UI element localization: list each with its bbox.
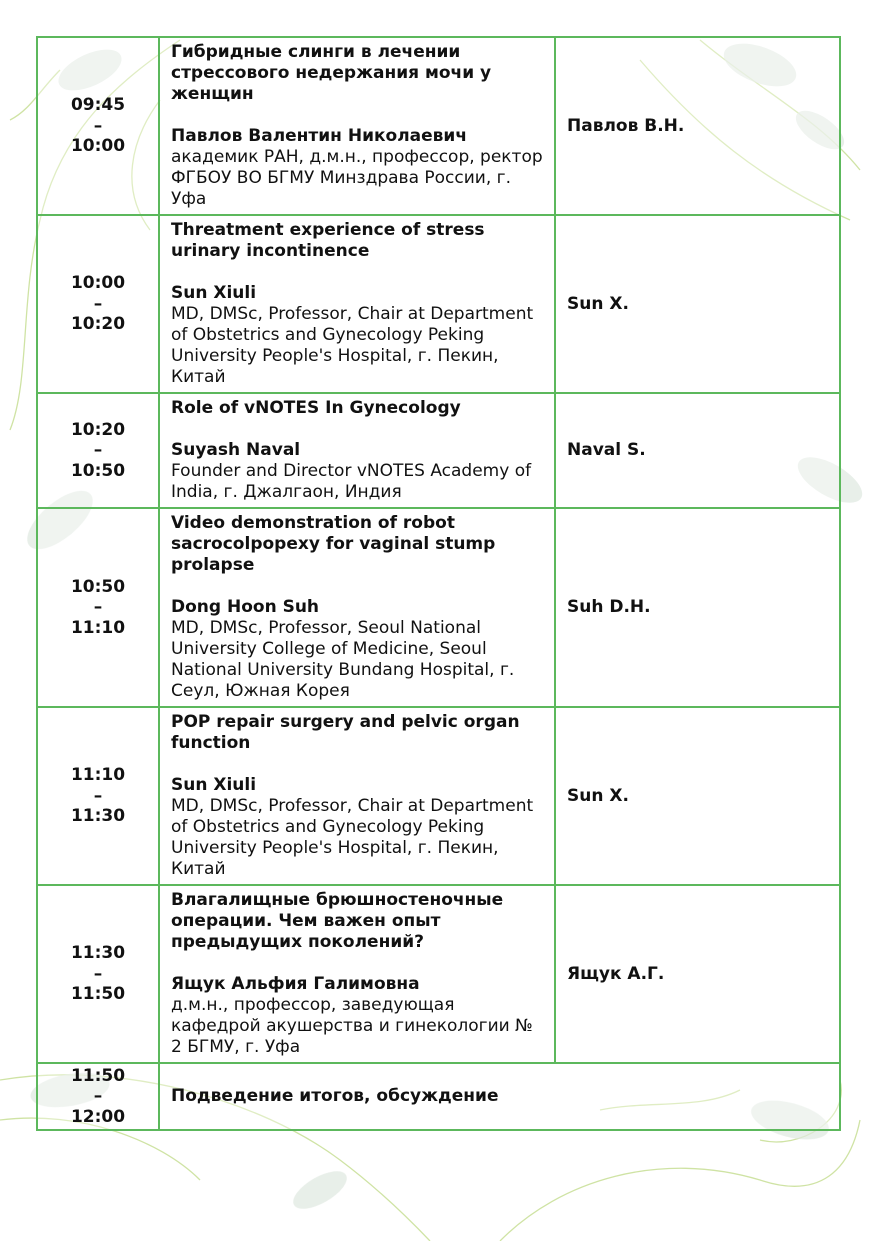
session-row [37,885,840,1063]
moderator-cell: Sun X. [555,215,840,393]
talk-cell [159,508,555,707]
talk-cell [159,707,555,885]
time-dash: – [93,115,103,136]
speaker-affiliation: д.м.н., профессор, заведующая кафедрой акушерства и гинекологии № 2 БГМУ, г. Уфа [171,995,533,1057]
talk-title: POP repair surgery and pelvic organ function [171,712,520,753]
session-row [37,508,840,707]
talk-cell [159,885,555,1063]
time-cell [37,37,159,215]
time-cell [37,707,159,885]
speaker-affiliation: MD, DMSc, Professor, Chair at Department of Obstetrics and Gynecology Peking University People's Hospital, г. Пекин, Китай [171,796,534,879]
time-dash: – [93,440,103,461]
talk-title: Threatment experience of stress urinary incontinence [171,220,485,261]
time-end: 12:00 [70,1106,126,1127]
program-table [36,36,841,1131]
time-start: 09:45 [70,95,126,116]
session-row [37,393,840,508]
time-start: 11:10 [70,765,126,786]
speaker-name: Sun Xiuli [171,775,257,795]
talk-title: Гибридные слинги в лечении стрессового недержания мочи у женщин [171,42,492,104]
time-dash: – [93,1086,103,1107]
session-row [37,707,840,885]
talk-title: Video demonstration of robot sacrocolpopexy for vaginal stump prolapse [171,513,496,575]
time-dash: – [93,597,103,618]
closing-text: Подведение итогов, обсуждение [159,1063,840,1130]
time-end: 10:20 [70,314,126,335]
speaker-name: Dong Hoon Suh [171,597,320,617]
talk-cell [159,393,555,508]
time-start: 11:30 [70,943,126,964]
time-cell [37,885,159,1063]
time-cell [37,1063,159,1130]
time-cell [37,508,159,707]
session-row [37,215,840,393]
time-end: 10:50 [70,460,126,481]
time-start: 10:50 [70,576,126,597]
talk-title: Влагалищные брюшностеночные операции. Чем важен опыт предыдущих поколений? [171,890,504,952]
speaker-affiliation: академик РАН, д.м.н., профессор, ректор ФГБОУ ВО БГМУ Минздрава России, г. Уфа [171,147,543,209]
time-dash: – [93,785,103,806]
speaker-name: Ящук Альфия Галимовна [171,974,420,994]
time-cell [37,215,159,393]
speaker-name: Павлов Валентин Николаевич [171,126,467,146]
speaker-affiliation: MD, DMSc, Professor, Seoul National University College of Medicine, Seoul National University Bundang Hospital, г. Сеул, Южная Корея [171,618,515,701]
speaker-affiliation: Founder and Director vNOTES Academy of India, г. Джалгаон, Индия [171,461,532,502]
talk-cell [159,215,555,393]
time-start: 10:00 [70,273,126,294]
moderator-cell: Ящук А.Г. [555,885,840,1063]
talk-title: Role of vNOTES In Gynecology [171,398,461,418]
closing-row [37,1063,840,1130]
session-row [37,37,840,215]
moderator-cell: Sun X. [555,707,840,885]
time-end: 11:10 [70,617,126,638]
time-end: 11:30 [70,806,126,827]
time-start: 11:50 [70,1065,126,1086]
time-cell [37,393,159,508]
speaker-affiliation: MD, DMSc, Professor, Chair at Department of Obstetrics and Gynecology Peking University People's Hospital, г. Пекин, Китай [171,304,534,387]
talk-cell [159,37,555,215]
moderator-cell: Naval S. [555,393,840,508]
speaker-name: Suyash Naval [171,440,301,460]
speaker-name: Sun Xiuli [171,283,257,303]
time-dash: – [93,963,103,984]
moderator-cell: Павлов В.Н. [555,37,840,215]
time-end: 10:00 [70,136,126,157]
time-dash: – [93,293,103,314]
moderator-cell: Suh D.H. [555,508,840,707]
time-end: 11:50 [70,984,126,1005]
time-start: 10:20 [70,419,126,440]
